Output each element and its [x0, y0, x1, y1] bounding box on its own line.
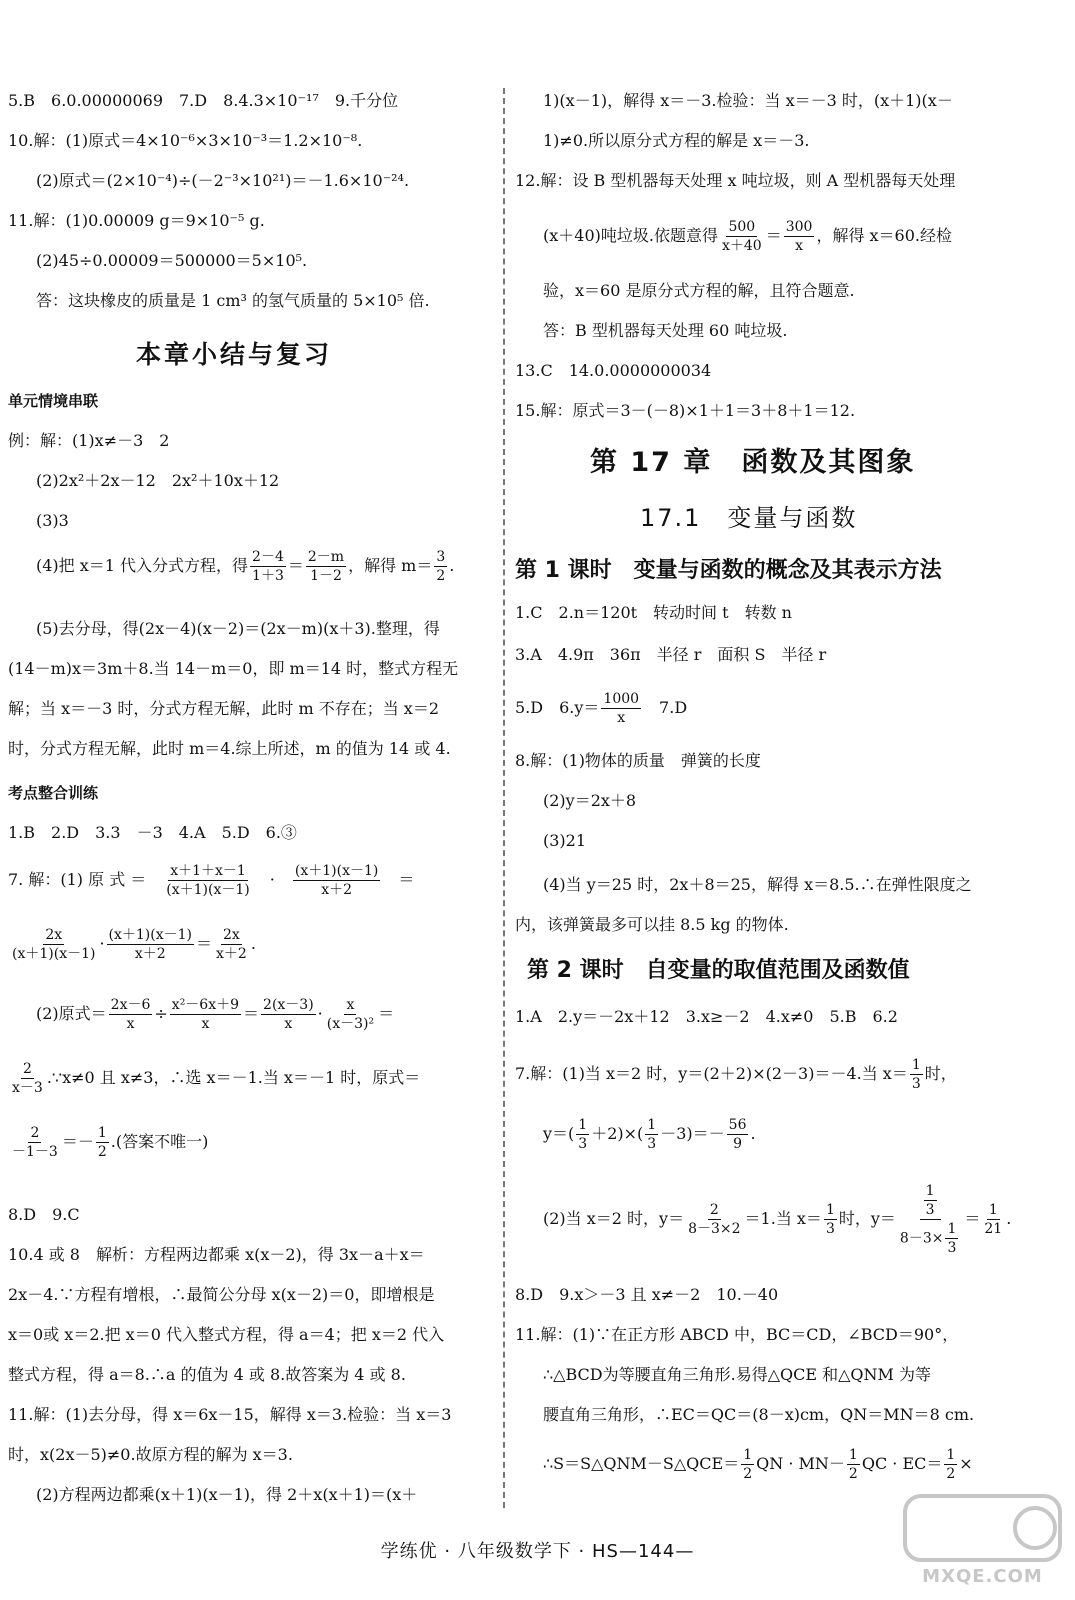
denominator: 3: [911, 1076, 921, 1092]
numerator: 2x: [223, 927, 240, 943]
text: ＝: [378, 1004, 395, 1023]
line: 8.D 9.C: [8, 1205, 80, 1224]
numerator: 2x: [45, 927, 63, 943]
line: 1)(x－1)，解得 x＝－3.检验：当 x＝－3 时，(x＋1)(x－: [543, 91, 953, 110]
denominator: 2: [436, 568, 446, 584]
text: ＝: [398, 870, 415, 889]
denominator: x＋40: [721, 238, 762, 254]
denominator: x－3: [12, 1080, 43, 1096]
line: (2)2x²＋2x－12 2x²＋10x＋12: [36, 471, 280, 490]
text: .: [250, 934, 256, 953]
fraction: [727, 1116, 749, 1153]
fraction: [10, 1060, 45, 1097]
denominator: x: [284, 1016, 293, 1032]
numerator: x²－6x＋9: [171, 997, 240, 1013]
line: 1.A 2.y＝－2x＋12 3.x≥－2 4.x≠0 5.B 6.2: [515, 1007, 898, 1026]
fraction: [107, 926, 194, 963]
line: 答：B 型机器每天处理 60 吨垃圾.: [543, 321, 788, 340]
line: 8.D 9.x＞－3 且 x≠－2 10.－40: [515, 1285, 779, 1304]
numerator: 2－4: [252, 549, 284, 565]
line: (2)45÷0.00009＝500000＝5×10⁵.: [36, 251, 308, 270]
numerator: (x＋1)(x－1): [108, 927, 192, 943]
numerator: 2(x－3): [263, 997, 314, 1013]
text: 7.解：(1)当 x＝2 时，y＝(2＋2)×(2－3)＝－4.当 x＝: [515, 1064, 908, 1083]
fraction: [170, 996, 241, 1033]
numerator: 1: [947, 1221, 957, 1237]
fraction: [945, 1220, 958, 1257]
line: [543, 1444, 973, 1484]
page-footer: 学练优 · 八年级数学下 · HS—144—: [380, 1541, 695, 1562]
text: ·: [99, 934, 105, 953]
text: 时，y＝: [838, 1209, 896, 1228]
line: x＝0或 x＝2.把 x＝0 代入整式方程，得 a＝4；把 x＝2 代入: [8, 1325, 445, 1344]
line: 13.C 14.0.0000000034: [515, 361, 712, 380]
numerator: 1: [946, 1447, 956, 1463]
numerator: 2x－6: [110, 997, 151, 1013]
denominator: x＋2: [134, 946, 166, 962]
denominator: (x－3)²: [326, 1016, 375, 1032]
denominator: 8－3×2: [688, 1221, 741, 1237]
numerator: x: [346, 997, 355, 1013]
fraction: [306, 548, 346, 585]
line: [543, 1182, 1011, 1257]
numerator: 1: [743, 1447, 753, 1463]
fraction: [325, 996, 376, 1033]
line: 内，该弹簧最多可以挂 8.5 kg 的物体.: [515, 915, 789, 934]
text: ＋2)×(: [591, 1124, 644, 1143]
fraction: [847, 1446, 860, 1483]
fraction: [686, 1201, 742, 1238]
fraction: [10, 926, 97, 963]
line: (3)21: [543, 831, 587, 850]
line: (5)去分母，得(2x－4)(x－2)＝(2x－m)(x＋3).整理，得: [36, 619, 440, 638]
numerator: [920, 1182, 941, 1220]
text: y＝(: [543, 1124, 575, 1143]
numerator: 56: [728, 1117, 747, 1133]
numerator: 500: [728, 219, 756, 235]
denominator: x: [617, 710, 626, 726]
line: 例：解：(1)x≠－3 2: [8, 431, 170, 450]
chapter-heading: 第 17 章 函数及其图象: [590, 447, 916, 478]
line: 整式方程，得 a＝8.∴a 的值为 4 或 8.故答案为 4 或 8.: [8, 1365, 406, 1384]
numerator: 2: [30, 1125, 40, 1141]
text: QN · MN－: [756, 1454, 845, 1473]
denominator: x: [795, 238, 804, 254]
line: 11.解：(1)去分母，得 x＝6x－15，解得 x＝3.检验：当 x＝3: [8, 1405, 452, 1424]
fraction: [261, 996, 316, 1033]
line: (2)y＝2x＋8: [543, 791, 637, 810]
line: 1.C 2.n＝120t 转动时间 t 转数 n: [515, 603, 792, 622]
text: ，解得 x＝60.经检: [816, 226, 952, 245]
line: (3)3: [36, 511, 69, 530]
numerator: 2: [709, 1202, 719, 1218]
line: [543, 216, 952, 256]
denominator: x: [126, 1016, 135, 1032]
section-heading: 17.1 变量与函数: [640, 504, 858, 532]
text: (4)把 x＝1 代入分式方程，得: [36, 556, 249, 575]
line: [8, 1058, 420, 1098]
fraction: [250, 548, 286, 585]
denominator: x＋2: [321, 882, 352, 898]
denominator: 1＋3: [252, 568, 284, 584]
line: 解；当 x＝－3 时，分式方程无解，此时 m 不存在；当 x＝2: [8, 699, 440, 718]
text: －3)＝－: [660, 1124, 725, 1143]
numerator: 2－m: [307, 549, 345, 565]
line: [8, 924, 256, 964]
text: .∵x≠0 且 x≠3，∴选 x＝－1.当 x＝－1 时，原式＝: [46, 1068, 421, 1087]
numerator: 1: [578, 1117, 588, 1133]
line: 10.解：(1)原式＝4×10⁻⁶×3×10⁻³＝1.2×10⁻⁸.: [8, 131, 363, 150]
denominator: (x＋1)(x－1): [166, 882, 250, 898]
denominator: 21: [984, 1221, 1003, 1237]
line: 3.A 4.9π 36π 半径 r 面积 S 半径 r: [515, 645, 827, 664]
line: [36, 546, 454, 586]
numerator: 2: [22, 1061, 32, 1077]
denominator: (x＋1)(x－1): [12, 946, 96, 962]
text: ＝: [964, 1209, 981, 1228]
text: ＝: [765, 226, 782, 245]
fraction: [824, 1201, 837, 1238]
text: ÷: [154, 1004, 168, 1023]
numerator: x＋1＋x－1: [170, 863, 246, 879]
text: ＝: [196, 934, 213, 953]
line: 11.解：(1)0.00009 g＝9×10⁻⁵ g.: [8, 211, 265, 230]
numerator: 1: [911, 1057, 921, 1073]
watermark-shape: [900, 1488, 1065, 1568]
line: (2)方程两边都乘(x＋1)(x－1)，得 2＋x(x＋1)＝(x＋: [36, 1485, 418, 1504]
fraction: [601, 690, 641, 727]
line: (4)当 y＝25 时，2x＋8＝25，解得 x＝8.5.∴在弹性限度之: [543, 875, 972, 894]
numerator: 3: [436, 549, 446, 565]
denominator: 3: [647, 1136, 657, 1152]
line: 15.解：原式＝3－(－8)×1＋1＝3＋8＋1＝12.: [515, 401, 856, 420]
column-divider: [503, 88, 505, 1508]
fraction: [720, 218, 764, 255]
fraction: [910, 1056, 923, 1093]
line: ∴△BCD为等腰直角三角形.易得△QCE 和△QNM 为等: [543, 1365, 932, 1384]
text: 8－3×: [899, 1230, 944, 1247]
line: 验，x＝60 是原分式方程的解，且符合题意.: [543, 281, 855, 300]
line: [543, 1114, 756, 1154]
line: [515, 688, 687, 728]
numerator: 1000: [603, 691, 640, 707]
numerator: 1: [97, 1125, 107, 1141]
text: ＝－: [61, 1132, 94, 1151]
text: .: [1006, 1209, 1012, 1228]
numerator: 1: [825, 1202, 835, 1218]
denominator: x: [201, 1016, 210, 1032]
line: 12.解：设 B 型机器每天处理 x 吨垃圾，则 A 型机器每天处理: [515, 171, 956, 190]
text: ·: [269, 870, 275, 889]
fraction: [434, 548, 447, 585]
denominator: 2: [946, 1466, 956, 1482]
text: ＝: [243, 1004, 260, 1023]
text: .: [750, 1124, 756, 1143]
text: 7.D: [643, 698, 688, 717]
text: (2)原式＝: [36, 1004, 107, 1023]
line: (14－m)x＝3m＋8.当 14－m＝0，即 m＝14 时，整式方程无: [8, 659, 459, 678]
watermark-logo: [900, 1488, 1065, 1593]
denominator: 3: [925, 1202, 935, 1218]
numerator: 1: [988, 1202, 998, 1218]
denominator: 2: [848, 1466, 858, 1482]
denominator: 3: [578, 1136, 588, 1152]
denominator: 3: [947, 1240, 957, 1256]
text: ·: [317, 1004, 323, 1023]
lesson-heading: 第 1 课时 变量与函数的概念及其表示方法: [515, 558, 942, 583]
line: 11.解：(1)∵在正方形 ABCD 中，BC＝CD，∠BCD＝90°，: [515, 1325, 959, 1344]
section-heading: 本章小结与复习: [136, 340, 333, 369]
text: ∴S＝S△QNM－S△QCE＝: [543, 1454, 740, 1473]
numerator: 1: [848, 1447, 858, 1463]
text: 7. 解：(1) 原 式 ＝: [8, 870, 147, 889]
line: 8.解：(1)物体的质量 弹簧的长度: [515, 751, 761, 770]
line: 时，分式方程无解，此时 m＝4.综上所述，m 的值为 14 或 4.: [8, 739, 451, 758]
fraction: [214, 926, 249, 963]
numerator: 300: [785, 219, 813, 235]
numerator: 1: [925, 1183, 935, 1199]
line: 1.B 2.D 3.3 －3 4.A 5.D 6.③: [8, 823, 297, 842]
denominator: 2: [97, 1144, 107, 1160]
text: .(答案不唯一): [110, 1132, 209, 1151]
denominator: [898, 1220, 962, 1257]
line: [8, 860, 414, 900]
fraction: [109, 996, 153, 1033]
fraction: [645, 1116, 658, 1153]
fraction: [10, 1124, 60, 1161]
subsection-heading: 单元情境串联: [8, 392, 99, 410]
line: 5.B 6.0.00000069 7.D 8.4.3×10⁻¹⁷ 9.千分位: [8, 91, 399, 110]
denominator: －1－3: [12, 1144, 58, 1160]
line: 时，x(2x－5)≠0.故原方程的解为 x＝3.: [8, 1445, 293, 1464]
line: 1)≠0.所以原分式方程的解是 x＝－3.: [543, 131, 810, 150]
line: [36, 994, 394, 1034]
complex-fraction: [898, 1182, 962, 1257]
line: 10.4 或 8 解析：方程两边都乘 x(x－2)，得 3x－a＋x＝: [8, 1245, 425, 1264]
line: 答：这块橡皮的质量是 1 cm³ 的氢气质量的 5×10⁵ 倍.: [36, 291, 430, 310]
fraction: [96, 1124, 109, 1161]
text: ＝1.当 x＝: [744, 1209, 822, 1228]
fraction: [924, 1182, 937, 1219]
fraction: [741, 1446, 754, 1483]
denominator: 9: [733, 1136, 743, 1152]
text: (x＋40)吨垃圾.依题意得: [543, 226, 718, 245]
line: 腰直角三角形，∴EC＝QC＝(8－x)cm，QN＝MN＝8 cm.: [543, 1405, 975, 1424]
denominator: x＋2: [216, 946, 247, 962]
fraction: [576, 1116, 589, 1153]
denominator: 1－2: [310, 568, 342, 584]
denominator: 3: [825, 1221, 835, 1237]
lesson-heading: 第 2 课时 自变量的取值范围及函数值: [527, 958, 910, 983]
line: 2x－4.∵方程有增根，∴最简公分母 x(x－2)＝0，即增根是: [8, 1285, 435, 1304]
watermark-site: MXQE.COM: [922, 1566, 1043, 1587]
fraction: [982, 1201, 1004, 1238]
text: (2)当 x＝2 时，y＝: [543, 1209, 685, 1228]
numerator: (x＋1)(x－1): [294, 863, 379, 879]
denominator: 2: [743, 1466, 753, 1482]
fraction: [944, 1446, 957, 1483]
text: ，解得 m＝: [348, 556, 433, 575]
fraction: [293, 862, 380, 899]
fraction: [164, 862, 251, 899]
line: (2)原式＝(2×10⁻⁴)÷(－2⁻³×10²¹)＝－1.6×10⁻²⁴.: [36, 171, 410, 190]
text: ＝: [287, 556, 304, 575]
line: [515, 1054, 957, 1094]
text: 5.D 6.y＝: [515, 698, 600, 717]
text: .: [449, 556, 455, 575]
text: 时，: [924, 1064, 957, 1083]
text: ×: [959, 1454, 973, 1473]
text: QC · EC＝: [861, 1454, 943, 1473]
numerator: 1: [647, 1117, 657, 1133]
fraction: [784, 218, 815, 255]
line: [8, 1122, 208, 1162]
subsection-heading: 考点整合训练: [8, 784, 99, 802]
